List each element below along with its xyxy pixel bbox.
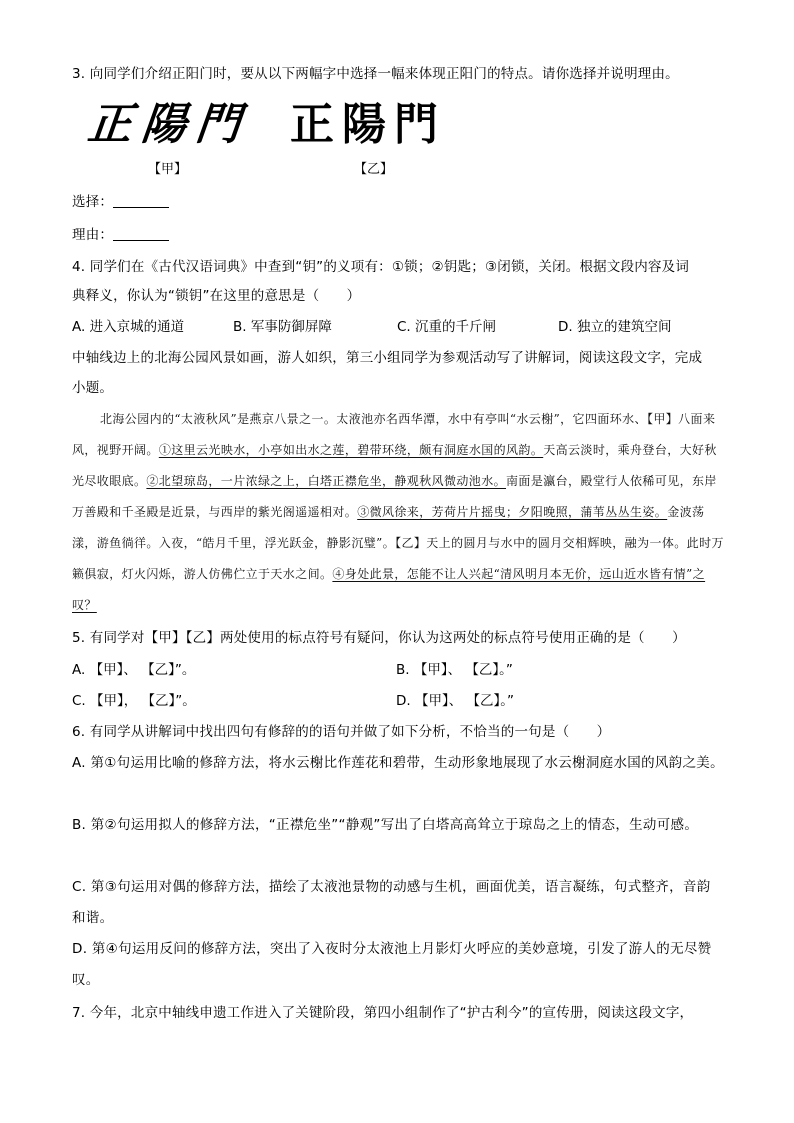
calligraphy-jia: 正陽門 — [85, 99, 253, 150]
q6-stem: 6. 有同学从讲解词中找出四句有修辞的的语句并做了如下分析，不恰当的一句是（ ） — [72, 724, 611, 740]
reason-label: 理由： — [72, 227, 114, 243]
reading-passage — [72, 404, 724, 620]
q4-stem-line-1: 4. 同学们在《古代汉语词典》中查到“钥”的义项有：①锁；②钥匙；③闭锁，关闭。根据文段内容及词 — [72, 259, 690, 275]
choose-blank[interactable] — [113, 193, 169, 208]
intro-line-2: 小题。 — [72, 380, 114, 396]
passage-sentence-5: 南面是瀛台，殿堂行人依稀可见，东岸万善殿和千圣殿是近景，与西岸的紫光阁遥遥相对。 — [72, 474, 717, 519]
q6-option-d: D. 第④句运用反问的修辞方法，突出了入夜时分太液池上月影灯火呼应的美妙意境，引发了游人的无尽赞叹。 — [72, 941, 712, 988]
passage-sentence-4: ②北望琼岛，一片浓绿之上，白塔正襟危坐，静观秋风微动池水。 — [146, 474, 507, 488]
passage-sentence-2: ①这里云光映水，小亭如出水之莲，碧带环绕，颇有洞庭水国的风韵。 — [158, 443, 544, 457]
q5-option-d: D. 【甲】、 【乙】。” — [396, 693, 515, 709]
q5-stem: 5. 有同学对【甲】【乙】两处使用的标点符号有疑问，你认为这两处的标点符号使用正确的是（ ） — [72, 630, 686, 646]
q4-option-a: A. 进入京城的通道 — [72, 319, 185, 335]
q7-stem: 7. 今年，北京中轴线申遗工作进入了关键阶段，第四小组制作了“护古利今”的宣传册，阅读这段文字， — [72, 1005, 694, 1021]
q5-option-b: B. 【甲】、 【乙】。” — [396, 662, 513, 678]
passage-sentence-1: 北海公园内的“太液秋风”是燕京八景之一。太液池亦名西华潭，水中有亭叫“水云榭”，它四面环水、【甲】八面来风，视野开阔。 — [72, 412, 716, 457]
intro-line-1: 中轴线边上的北海公园风景如画，游人如织，第三小组同学为参观活动写了讲解词，阅读这段文字，完成 — [72, 350, 703, 366]
q4-stem-line-2: 典释义，你认为“锁钥”在这里的意思是（ ） — [72, 288, 361, 304]
caption-jia: 【甲】 — [148, 162, 188, 177]
q4-option-d: D. 独立的建筑空间 — [558, 319, 672, 335]
q6-option-a: A. 第①句运用比喻的修辞方法，将水云榭比作莲花和碧带，生动形象地展现了水云榭洞庭水国的风韵之美。 — [72, 755, 724, 771]
choose-row — [72, 192, 169, 212]
passage-sentence-3: 天高云淡时，乘舟登台，大好秋光尽收眼底。 — [72, 443, 717, 488]
q4-option-b: B. 军事防御屏障 — [233, 319, 332, 335]
choose-label: 选择： — [72, 194, 114, 210]
q6-option-c: C. 第③句运用对偶的修辞方法，描绘了太液池景物的动感与生机，画面优美，语言凝练，句式整齐，音韵和谐。 — [72, 879, 711, 926]
passage-sentence-8: ④身处此景，怎能不让人兴起“清风明月本无价，远山近水皆有情”之叹？ — [72, 567, 706, 612]
calligraphy-yi: 正陽門 — [290, 99, 446, 150]
q4-option-c: C. 沉重的千斤闸 — [397, 319, 497, 335]
caption-yi: 【乙】 — [354, 162, 394, 177]
q3-stem: 3. 向同学们介绍正阳门时，要从以下两幅字中选择一幅来体现正阳门的特点。请你选择并说明理由。 — [72, 66, 679, 82]
q5-option-a: A. 【甲】、 【乙】”。 — [72, 662, 196, 678]
passage-sentence-6: ③微风徐来，芳荷片片摇曳；夕阳晚照，蒲苇丛丛生姿。 — [357, 505, 668, 519]
reason-row — [72, 225, 169, 245]
passage-sentence-7: 金波荡漾，游鱼徜徉。入夜，“皓月千里，浮光跃金，静影沉璧”。【乙】天上的圆月与水中的圆月交相辉映，融为一体。此时万籁俱寂，灯火闪烁，游人仿佛伫立于天水之间。 — [72, 505, 724, 581]
q6-option-b: B. 第②句运用拟人的修辞方法，“正襟危坐”“静观”写出了白塔高高耸立于琼岛之上的情态，生动可感。 — [72, 817, 699, 833]
q5-option-c: C. 【甲】， 【乙】”。 — [72, 693, 196, 709]
reason-blank[interactable] — [113, 226, 169, 241]
